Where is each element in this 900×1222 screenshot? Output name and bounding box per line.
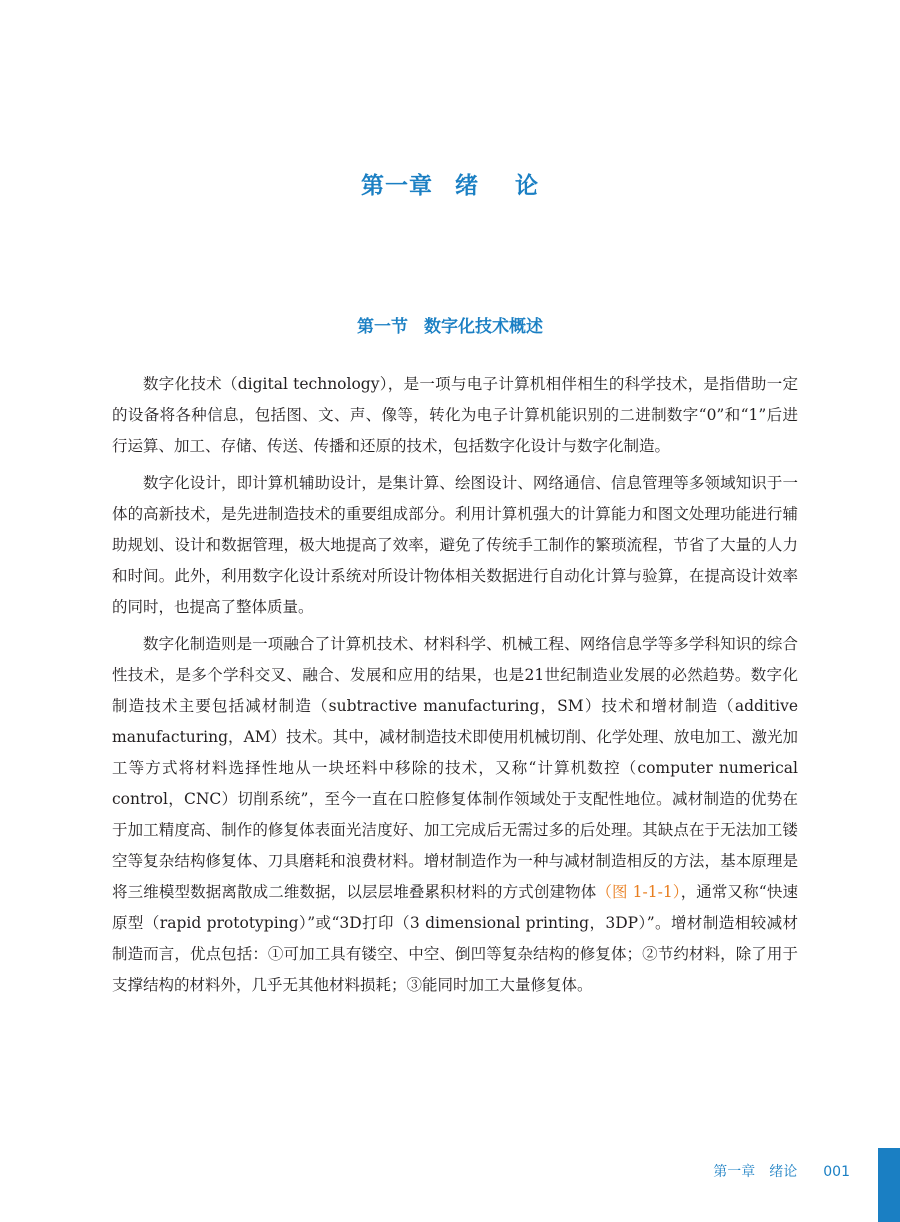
section-title [0, 312, 900, 342]
paragraph-digital-design: 数字化设计，即计算机辅助设计，是集计算、绘图设计、网络通信、信息管理等多领域知识于一体的高新技术，是先进制造技术的重要组成部分。利用计算机强大的计算能力和图文处理功能进行辅助规划、设计和数据管理，极大地提高了效率，避免了传统手工制作的繁琐流程，节省了大量的人力和时间。此外，利用数字化设计系统对所设计物体相关数据进行自动化计算与验算，在提高设计效率的同时，也提高了整体质量。 [112, 474, 798, 616]
page-number: 001 [823, 1164, 850, 1180]
section-heading: 数字化技术概述 [424, 317, 543, 337]
page-edge-tab [878, 1148, 900, 1222]
footer-chapter-label: 第一章 [713, 1164, 756, 1180]
chapter-title-part1: 绪 [455, 173, 479, 199]
chapter-title [0, 168, 900, 204]
figure-reference-link[interactable]: （图 1-1-1） [596, 883, 681, 901]
chapter-title-part2: 论 [515, 173, 539, 199]
paragraph-digital-technology: 数字化技术（digital technology），是一项与电子计算机相伴相生的科学技术，是指借助一定的设备将各种信息，包括图、文、声、像等，转化为电子计算机能识别的二进制数字“0”和“1”后进行运算、加工、存储、传送、传播和还原的技术，包括数字化设计与数字化制造。 [112, 375, 798, 455]
paragraph-text-after-ref: ，通常又称“快速原型（rapid prototyping）”或“3D打印（3 dimensional printing，3DP）”。增材制造相较减材制造而言，优点包括：①可加工具有镂空、中空、倒凹等复杂结构的修复体；②节约材料，除了用于支撑结构的材料外，几乎无其他材料损耗；③能同时加工大量修复体。 [112, 883, 798, 994]
footer-chapter-title: 绪论 [769, 1164, 798, 1180]
paragraph-text-before-ref: 数字化制造则是一项融合了计算机技术、材料科学、机械工程、网络信息学等多学科知识的综合性技术，是多个学科交叉、融合、发展和应用的结果，也是21世纪制造业发展的必然趋势。数字化制造技术主要包括减材制造（subtractive manufacturing，SM）技术和增材制造（additive manufacturing，AM）技术。其中，减材制造技术即使用机械切削、化学处理、放电加工、激光加工等方式将材料选择性地从一块坯料中移除的技术，又称“计算机数控（computer numerical control，CNC）切削系统”，至今一直在口腔修复体制作领域处于支配性地位。减材制造的优势在于加工精度高、制作的修复体表面光洁度好、加工完成后无需过多的后处理。其缺点在于无法加工镂空等复杂结构修复体、刀具磨耗和浪费材料。增材制造作为一种与减材制造相反的方法，基本原理是将三维模型数据离散成二维数据，以层层堆叠累积材料的方式创建物体 [112, 635, 798, 901]
paragraph-digital-manufacturing [112, 629, 798, 1001]
page-footer [713, 1160, 850, 1184]
section-label: 第一节 [357, 317, 408, 337]
body-text [112, 369, 798, 1007]
chapter-label: 第一章 [361, 173, 433, 199]
